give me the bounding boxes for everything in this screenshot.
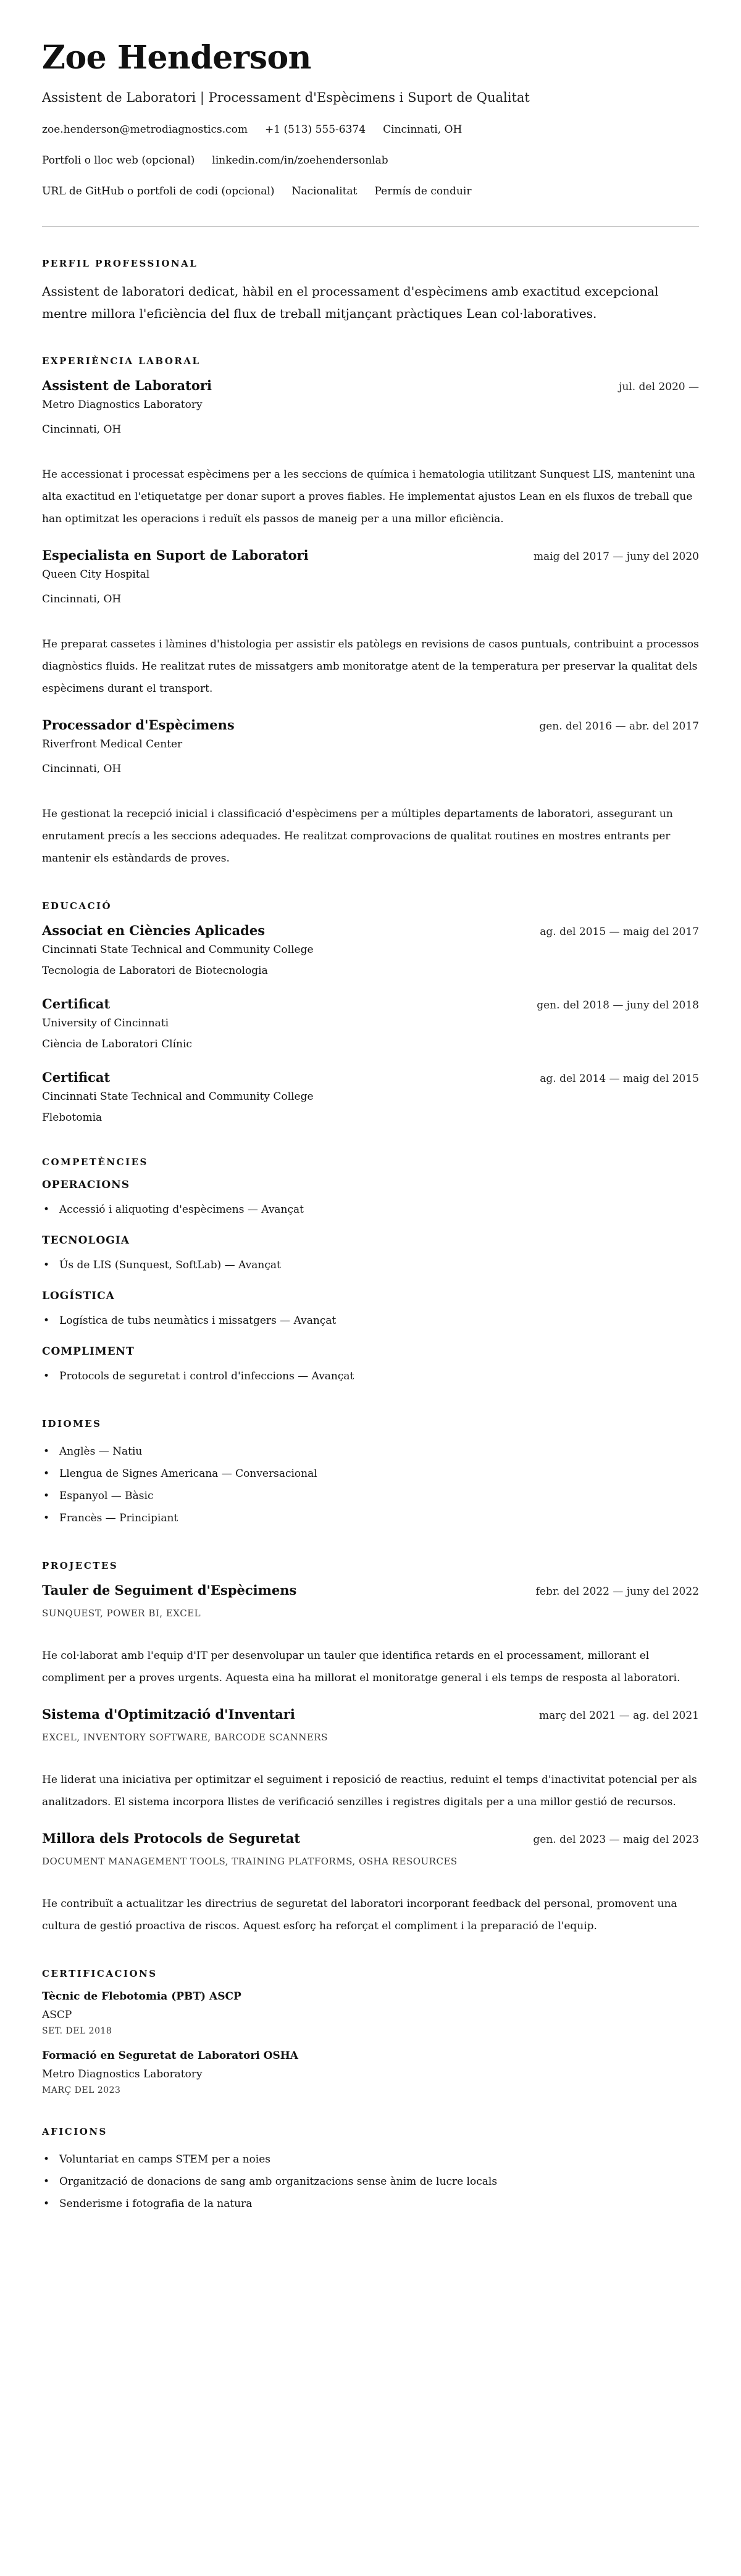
project-description: He col·laborat amb l'equip d'IT per desenvolupar un tauler que identifica retards en el processament, millorant el compliment per a proves urgents. Aquesta eina ha millorat el monitoratge general i els temps de resposta al laboratori. bbox=[42, 1650, 680, 1684]
skill-list bbox=[42, 1254, 699, 1276]
education-header bbox=[42, 996, 699, 1012]
skill-item: • Ús de LIS (Sunquest, SoftLab) — Avançat bbox=[42, 1254, 699, 1276]
project-date: gen. del 2023 — maig del 2023 bbox=[533, 1834, 699, 1846]
education-section bbox=[42, 900, 699, 1126]
job-description: He gestionat la recepció inicial i classificació d'espècimens per a múltiples departaments de laboratori, assegurant un enrutament precís a les seccions adequades. He realitzat comprovacions de qualitat routines en mostres entrants per mantenir els estàndards de proves. bbox=[42, 808, 673, 865]
skill-item: • Protocols de seguretat i control d'infeccions — Avançat bbox=[42, 1365, 699, 1387]
hobbies-section bbox=[42, 2126, 699, 2215]
job-title: Especialista en Suport de Laboratori bbox=[42, 547, 309, 563]
job-entry bbox=[42, 378, 699, 530]
job-description: He accessionat i processat espècimens per a les seccions de química i hematologia utilitzant Sunquest LIS, mantenint una alta exactitud en l'etiquetatge per donar suport a proves fiables. He implementat ajustos Lean en els fluxos de treball que han optimitzat les operacions i reduït els passos de maneig per a una millor eficiència. bbox=[42, 468, 695, 525]
job-description: He preparat cassetes i làmines d'histologia per assistir els patòlegs en revisions de casos puntuals, contribuint a processos diagnòstics fluids. He realitzat rutes de missatgers amb monitoratge atent de la temperatura per preservar la qualitat dels espècimens durant el transport. bbox=[42, 638, 699, 695]
project-name: Tauler de Seguiment d'Espècimens bbox=[42, 1582, 297, 1598]
company: Metro Diagnostics Laboratory bbox=[42, 399, 203, 411]
degree: Certificat bbox=[42, 996, 111, 1012]
education-entry bbox=[42, 923, 699, 979]
section-title: IDIOMES bbox=[42, 1418, 102, 1429]
job-date: maig del 2017 — juny del 2020 bbox=[533, 551, 699, 563]
project-header bbox=[42, 1582, 699, 1598]
project-description: He contribuït a actualitzar les directrius de seguretat del laboratori incorporant feedback del personal, promovent una cultura de gestió proactiva de riscos. Aquest esforç ha reforçat el compliment i la preparació de l'equip. bbox=[42, 1898, 677, 1932]
project-date: febr. del 2022 — juny del 2022 bbox=[535, 1585, 699, 1598]
education-entry bbox=[42, 996, 699, 1052]
job-header bbox=[42, 547, 699, 563]
hobby-item: • Voluntariat en camps STEM per a noies bbox=[42, 2148, 699, 2171]
skill-item: • Logística de tubs neumàtics i missatgers — Avançat bbox=[42, 1310, 699, 1332]
certification-name: Tècnic de Flebotomia (PBT) ASCP bbox=[42, 1990, 241, 2003]
hobbies-list bbox=[42, 2148, 699, 2215]
skill-group bbox=[42, 1290, 699, 1332]
location: Cincinnati, OH bbox=[42, 423, 122, 436]
contact-item[interactable]: Permís de conduir bbox=[374, 185, 472, 197]
project-entry bbox=[42, 1706, 699, 1813]
company: Riverfront Medical Center bbox=[42, 738, 183, 750]
project-name: Millora dels Protocols de Seguretat bbox=[42, 1830, 301, 1846]
languages-list bbox=[42, 1440, 699, 1529]
project-date: març del 2021 — ag. del 2021 bbox=[538, 1710, 699, 1722]
contact-row bbox=[42, 153, 699, 168]
project-name: Sistema d'Optimització d'Inventari bbox=[42, 1706, 295, 1722]
skill-group bbox=[42, 1345, 699, 1387]
location: Cincinnati, OH bbox=[42, 593, 122, 605]
education-entry bbox=[42, 1070, 699, 1126]
job-header bbox=[42, 378, 699, 393]
project-entry bbox=[42, 1582, 699, 1689]
skill-group-title: TECNOLOGIA bbox=[42, 1234, 130, 1247]
language-item: • Espanyol — Bàsic bbox=[42, 1485, 699, 1507]
certification-entry bbox=[42, 1990, 699, 2036]
hobby-item: • Senderisme i fotografia de la natura bbox=[42, 2193, 699, 2215]
certification-issuer: Metro Diagnostics Laboratory bbox=[42, 2068, 203, 2080]
skill-group-title: LOGÍSTICA bbox=[42, 1290, 115, 1302]
education-header bbox=[42, 1070, 699, 1085]
project-tags: SUNQUEST, POWER BI, EXCEL bbox=[42, 1608, 201, 1619]
field-of-study: Ciència de Laboratori Clínic bbox=[42, 1038, 192, 1050]
job-entry bbox=[42, 547, 699, 700]
skill-group-title: COMPLIMENT bbox=[42, 1345, 135, 1358]
school: Cincinnati State Technical and Community College bbox=[42, 1091, 314, 1103]
skill-list bbox=[42, 1310, 699, 1332]
field-of-study: Tecnologia de Laboratori de Biotecnologia bbox=[42, 965, 268, 977]
job-header bbox=[42, 717, 699, 733]
contact-item[interactable]: zoe.henderson@metrodiagnostics.com bbox=[42, 123, 248, 136]
contact-item[interactable]: Portfoli o lloc web (opcional) bbox=[42, 154, 195, 167]
resume-header bbox=[42, 38, 699, 199]
language-item: • Francès — Principiant bbox=[42, 1507, 699, 1529]
projects-section bbox=[42, 1560, 699, 1937]
contact-row bbox=[42, 184, 699, 199]
certification-issuer: ASCP bbox=[42, 2009, 72, 2021]
project-header bbox=[42, 1830, 699, 1846]
contact-item[interactable]: Nacionalitat bbox=[291, 185, 358, 197]
languages-section bbox=[42, 1418, 699, 1529]
section-title: COMPETÈNCIES bbox=[42, 1157, 148, 1168]
section-title: PERFIL PROFESSIONAL bbox=[42, 258, 198, 269]
language-item: • Anglès — Natiu bbox=[42, 1440, 699, 1463]
field-of-study: Flebotomia bbox=[42, 1111, 103, 1124]
skill-group-title: OPERACIONS bbox=[42, 1179, 130, 1191]
skill-item: • Accessió i aliquoting d'espècimens — Avançat bbox=[42, 1199, 699, 1221]
skill-group bbox=[42, 1179, 699, 1221]
job-title: Processador d'Espècimens bbox=[42, 717, 235, 733]
section-title: EDUCACIÓ bbox=[42, 900, 112, 912]
job-date: gen. del 2016 — abr. del 2017 bbox=[539, 720, 699, 733]
location: Cincinnati, OH bbox=[42, 763, 122, 775]
school: Cincinnati State Technical and Community College bbox=[42, 944, 314, 956]
degree: Associat en Ciències Aplicades bbox=[42, 923, 266, 938]
project-entry bbox=[42, 1830, 699, 1937]
contact-row bbox=[42, 122, 699, 137]
skills-section bbox=[42, 1157, 699, 1387]
education-header bbox=[42, 923, 699, 938]
experience-section bbox=[42, 355, 699, 870]
certification-entry bbox=[42, 2050, 699, 2095]
education-date: gen. del 2018 — juny del 2018 bbox=[537, 999, 699, 1012]
section-title: CERTIFICACIONS bbox=[42, 1968, 157, 1979]
contact-item[interactable]: Cincinnati, OH bbox=[383, 123, 463, 136]
certification-name: Formació en Seguretat de Laboratori OSHA bbox=[42, 2050, 298, 2062]
project-tags: EXCEL, INVENTORY SOFTWARE, BARCODE SCANNERS bbox=[42, 1732, 328, 1743]
education-date: ag. del 2014 — maig del 2015 bbox=[540, 1073, 699, 1085]
company: Queen City Hospital bbox=[42, 568, 150, 581]
job-date: jul. del 2020 — bbox=[619, 381, 699, 393]
education-date: ag. del 2015 — maig del 2017 bbox=[540, 926, 699, 938]
section-title: AFICIONS bbox=[42, 2126, 107, 2137]
degree: Certificat bbox=[42, 1070, 111, 1085]
section-title: EXPERIÈNCIA LABORAL bbox=[42, 355, 201, 367]
project-tags: DOCUMENT MANAGEMENT TOOLS, TRAINING PLATFORMS, OSHA RESOURCES bbox=[42, 1856, 458, 1867]
headline: Assistent de Laboratori | Processament d'Espècimens i Suport de Qualitat bbox=[42, 90, 530, 105]
school: University of Cincinnati bbox=[42, 1017, 169, 1029]
job-title: Assistent de Laboratori bbox=[42, 378, 212, 393]
section-title: PROJECTES bbox=[42, 1560, 119, 1571]
certification-date: MARÇ DEL 2023 bbox=[42, 2085, 121, 2095]
hobby-item: • Organització de donacions de sang amb organitzacions sense ànim de lucre locals bbox=[42, 2171, 699, 2193]
skill-list bbox=[42, 1365, 699, 1387]
project-description: He liderat una iniciativa per optimitzar el seguiment i reposició de reactius, reduint el temps d'inactivitat potencial per als analitzadors. El sistema incorpora llistes de verificació senzilles i registres digitals per a una millor gestió de recursos. bbox=[42, 1774, 697, 1808]
job-entry bbox=[42, 717, 699, 870]
contact-item[interactable]: +1 (513) 555-6374 bbox=[265, 123, 366, 136]
candidate-name: Zoe Henderson bbox=[42, 39, 311, 77]
skill-list bbox=[42, 1199, 699, 1221]
project-header bbox=[42, 1706, 699, 1722]
skill-group bbox=[42, 1234, 699, 1276]
contact-item[interactable]: linkedin.com/in/zoehendersonlab bbox=[212, 154, 388, 167]
language-item: • Llengua de Signes Americana — Conversacional bbox=[42, 1463, 699, 1485]
profile-section bbox=[42, 258, 699, 325]
certification-date: SET. DEL 2018 bbox=[42, 2026, 112, 2036]
contact-item[interactable]: URL de GitHub o portfoli de codi (opcional) bbox=[42, 185, 275, 197]
contact-info bbox=[42, 122, 699, 199]
divider bbox=[42, 226, 699, 227]
profile-summary: Assistent de laboratori dedicat, hàbil en el processament d'espècimens amb exactitud excepcional mentre millora l'eficiència del flux de treball mitjançant pràctiques Lean col·laboratives. bbox=[42, 284, 659, 321]
certifications-section bbox=[42, 1968, 699, 2095]
